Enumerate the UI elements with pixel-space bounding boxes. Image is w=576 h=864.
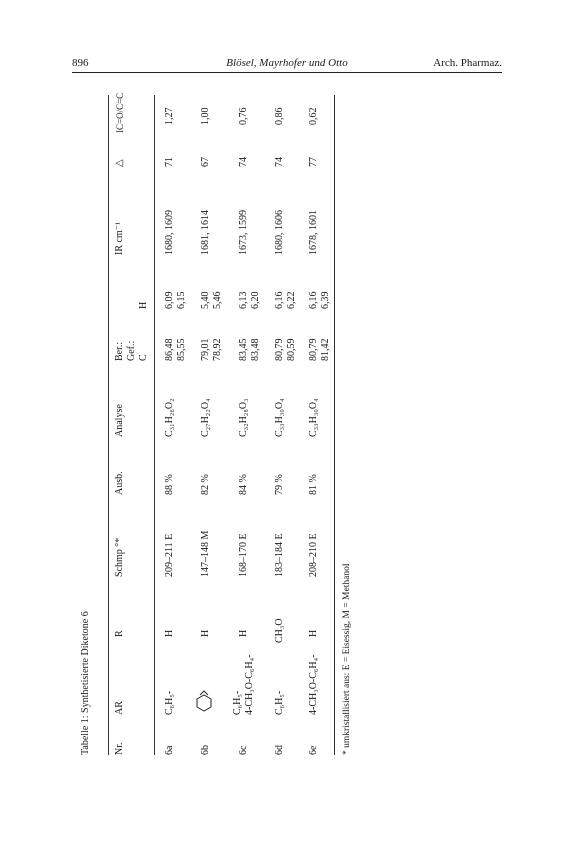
page-header xyxy=(72,57,502,73)
header-ber: Ber.: xyxy=(114,341,125,361)
cell-ir: 1681, 1614 xyxy=(200,210,211,255)
cell-delta: 74 xyxy=(274,157,285,167)
table-top-rule xyxy=(108,95,109,755)
header-nr: Nr. xyxy=(114,742,125,755)
running-head-journal: Arch. Pharmaz. xyxy=(433,57,502,69)
cell-schmp: 168–170 E xyxy=(238,533,249,577)
cell-c-gef: 83,48 xyxy=(250,338,261,361)
cell-nr: 6c xyxy=(238,745,249,755)
table-header-rule xyxy=(154,95,155,755)
cell-h-ber: 6,13 xyxy=(238,291,249,309)
header-delta: △ xyxy=(114,159,125,167)
cell-analyse: C₃₂H₂₈O₃ xyxy=(238,398,249,437)
header-h: H xyxy=(138,301,149,309)
cell-ar: C₆H₅- xyxy=(164,690,175,715)
cell-c-ber: 80,79 xyxy=(274,338,285,361)
cell-ausb: 81 % xyxy=(308,474,319,495)
header-c: C xyxy=(138,354,149,361)
cell-ir: 1673, 1599 xyxy=(238,210,249,255)
cell-ar: C₆H₅- xyxy=(274,690,285,715)
cell-delta: 71 xyxy=(164,157,175,167)
header-rule xyxy=(72,72,502,73)
cell-ratio: 0,76 xyxy=(238,107,249,125)
cell-h-gef: 6,20 xyxy=(250,291,261,309)
cell-ratio: 1,27 xyxy=(164,107,175,125)
cell-h-gef: 6,22 xyxy=(286,291,297,309)
header-gef: Gef.: xyxy=(126,340,137,361)
dioxole-ring-structure-icon xyxy=(194,689,214,715)
cell-c-gef: 80,59 xyxy=(286,338,297,361)
header-r: R xyxy=(114,630,125,637)
cell-ausb: 79 % xyxy=(274,474,285,495)
cell-c-gef: 85,55 xyxy=(176,338,187,361)
cell-ir: 1678, 1601 xyxy=(308,210,319,255)
cell-h-ber: 6,16 xyxy=(308,291,319,309)
table-caption: Tabelle 1: Synthetisierte Diketone 6 xyxy=(80,611,91,755)
cell-ratio: 0,62 xyxy=(308,107,319,125)
cell-ar-structure xyxy=(194,689,218,715)
cell-delta: 77 xyxy=(308,157,319,167)
cell-nr: 6b xyxy=(200,745,211,755)
cell-ratio: 1,00 xyxy=(200,107,211,125)
cell-nr: 6a xyxy=(164,745,175,755)
cell-ar: 4-CH₃O-C₆H₄- xyxy=(308,654,319,715)
cell-ausb: 82 % xyxy=(200,474,211,495)
cell-ir: 1680, 1606 xyxy=(274,210,285,255)
cell-schmp: 183–184 E xyxy=(274,533,285,577)
table-bottom-rule xyxy=(334,95,335,755)
cell-analyse: C₃₃H₃₀O₄ xyxy=(274,398,285,437)
cell-delta: 74 xyxy=(238,157,249,167)
header-ar: AR xyxy=(114,701,125,715)
cell-r: H xyxy=(164,629,175,637)
cell-c-gef: 81,42 xyxy=(320,338,331,361)
header-schmp: Schmp °* xyxy=(114,537,125,577)
cell-delta: 67 xyxy=(200,157,211,167)
cell-schmp: 209–211 E xyxy=(164,533,175,577)
cell-ratio: 0,86 xyxy=(274,107,285,125)
header-ir: IR cm⁻¹ xyxy=(114,222,125,255)
cell-h-gef: 6,39 xyxy=(320,291,331,309)
page-number: 896 xyxy=(72,57,89,69)
cell-h-ber: 6,09 xyxy=(164,291,175,309)
cell-r: H xyxy=(238,629,249,637)
cell-h-ber: 6,16 xyxy=(274,291,285,309)
cell-c-gef: 78,92 xyxy=(212,338,223,361)
cell-c-ber: 86,48 xyxy=(164,338,175,361)
rotated-table xyxy=(80,92,360,755)
cell-schmp: 208–210 E xyxy=(308,533,319,577)
cell-ar-line2: 4-CH₃O-C₆H₄- xyxy=(244,654,255,715)
header-ausb: Ausb. xyxy=(114,471,125,495)
cell-analyse: C₃₁H₂₆O₂ xyxy=(164,398,175,437)
cell-ausb: 88 % xyxy=(164,474,175,495)
table-footnote: * umkristallisiert aus: E = Eisessig, M = Methanol xyxy=(342,563,352,755)
cell-r: H xyxy=(308,629,319,637)
cell-schmp: 147–148 M xyxy=(200,530,211,577)
cell-analyse: C₃₃H₃₀O₄ xyxy=(308,398,319,437)
cell-ar: C₆H₅- xyxy=(232,690,243,715)
cell-nr: 6d xyxy=(274,745,285,755)
cell-h-gef: 6,15 xyxy=(176,291,187,309)
cell-h-ber: 5,40 xyxy=(200,291,211,309)
cell-analyse: C₂₇H₂₂O₄ xyxy=(200,398,211,437)
cell-r: CH₃O xyxy=(274,618,285,643)
header-ratio: IC=O/C=C xyxy=(115,92,125,133)
cell-c-ber: 83,45 xyxy=(238,338,249,361)
cell-c-ber: 79,01 xyxy=(200,338,211,361)
cell-h-gef: 5,46 xyxy=(212,291,223,309)
cell-r: H xyxy=(200,629,211,637)
header-analyse: Analyse xyxy=(114,404,125,437)
cell-nr: 6e xyxy=(308,745,319,755)
cell-ausb: 84 % xyxy=(238,474,249,495)
running-head-authors: Blösel, Mayrhofer und Otto xyxy=(226,57,348,69)
cell-ir: 1680, 1609 xyxy=(164,210,175,255)
cell-c-ber: 80,79 xyxy=(308,338,319,361)
